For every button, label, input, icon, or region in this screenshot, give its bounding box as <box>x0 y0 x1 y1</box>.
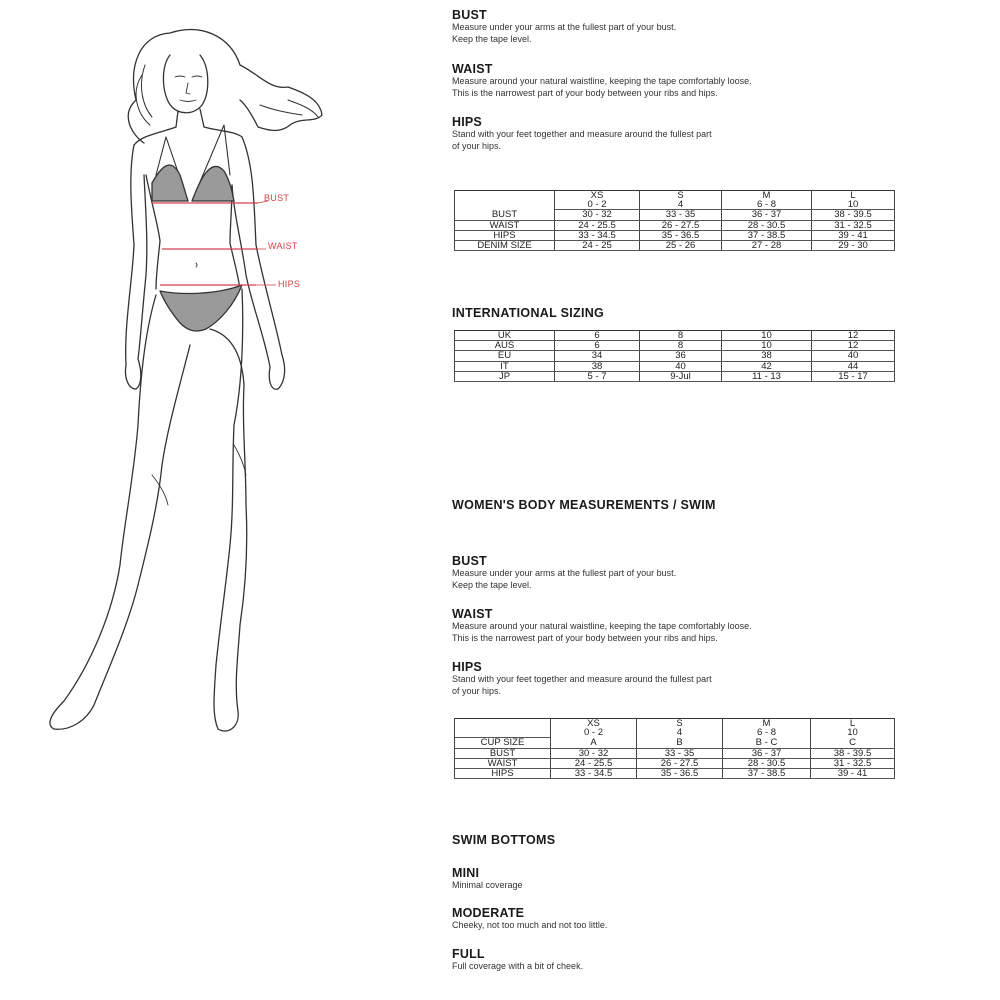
table-cell: 37 - 38.5 <box>723 769 811 779</box>
table-cell: 31 - 32.5 <box>811 758 895 768</box>
table-cell: 38 <box>555 361 640 371</box>
swim-waist-text-2: This is the narrowest part of your body between your ribs and hips. <box>452 632 718 643</box>
table-cell: B <box>637 738 723 748</box>
guide-hips-title: HIPS <box>452 115 482 129</box>
swim-bottoms-title: SWIM BOTTOMS <box>452 833 556 847</box>
swim-guide-bust <box>452 554 902 591</box>
row-label: UK <box>455 331 555 341</box>
face-outline <box>163 55 207 113</box>
swim-bust-title: BUST <box>452 554 487 568</box>
swim-range-l: 10 <box>811 728 895 738</box>
table-row <box>455 331 895 341</box>
guide-waist-title: WAIST <box>452 62 493 76</box>
row-label: JP <box>455 371 555 381</box>
table-cell: 40 <box>812 351 895 361</box>
figure-hips-label: HIPS <box>278 279 301 289</box>
table-cell: 8 <box>640 331 722 341</box>
table-cell: 39 - 41 <box>812 230 895 240</box>
table-cell: 28 - 30.5 <box>723 758 811 768</box>
table-cell: 12 <box>812 331 895 341</box>
table-cell: 15 - 17 <box>812 371 895 381</box>
size-range-m: 6 - 8 <box>722 200 812 210</box>
row-label: BUST <box>455 210 555 220</box>
figure-svg <box>20 5 340 745</box>
table-cell: 12 <box>812 341 895 351</box>
row-label: WAIST <box>455 220 555 230</box>
swim-range-xs: 0 - 2 <box>551 728 637 738</box>
swim-bottom-moderate <box>452 906 902 932</box>
guide-bust-title: BUST <box>452 8 487 22</box>
swim-waist-text-1: Measure around your natural waistline, keeping the tape comfortably loose. <box>452 621 752 631</box>
row-label: EU <box>455 351 555 361</box>
guide-hips-text-2: of your hips. <box>452 140 502 151</box>
table-row <box>455 220 895 230</box>
swim-guide-waist <box>452 607 902 644</box>
table-row <box>455 769 895 779</box>
table-cell: 6 <box>555 341 640 351</box>
swim-col-l: L <box>811 719 895 729</box>
table-cell: 35 - 36.5 <box>637 769 723 779</box>
table-cell: 30 - 32 <box>551 748 637 758</box>
size-range-xs: 0 - 2 <box>555 200 640 210</box>
swim-waist-title: WAIST <box>452 607 493 621</box>
swim-range-m: 6 - 8 <box>723 728 811 738</box>
table-cell: 36 - 37 <box>722 210 812 220</box>
size-col-l: L <box>812 191 895 201</box>
table-cell: B - C <box>723 738 811 748</box>
table-cell: 26 - 27.5 <box>637 758 723 768</box>
table-cell: 26 - 27.5 <box>640 220 722 230</box>
swim-bottom-full <box>452 947 902 973</box>
left-arm <box>125 145 146 389</box>
size-range-l: 10 <box>812 200 895 210</box>
row-label: AUS <box>455 341 555 351</box>
table-row <box>455 361 895 371</box>
guide-waist-top <box>452 62 902 99</box>
swim-hips-text-1: Stand with your feet together and measure around the fullest part <box>452 674 712 684</box>
table-cell: 42 <box>722 361 812 371</box>
swim-bottom-mini <box>452 866 902 892</box>
table-cell: 10 <box>722 341 812 351</box>
swim-section-title: WOMEN'S BODY MEASUREMENTS / SWIM <box>452 498 716 512</box>
moderate-title: MODERATE <box>452 906 525 920</box>
table-cell: 36 - 37 <box>723 748 811 758</box>
bikini-bottom <box>160 285 242 331</box>
row-label: BUST <box>455 748 551 758</box>
guide-bust-text-1: Measure under your arms at the fullest part of your bust. <box>452 22 677 32</box>
row-label: IT <box>455 361 555 371</box>
swim-col-m: M <box>723 719 811 729</box>
moderate-text: Cheeky, not too much and not too little. <box>452 920 608 930</box>
guide-bust-top <box>452 8 902 45</box>
table-cell: 38 - 39.5 <box>811 748 895 758</box>
left-leg <box>50 295 190 729</box>
table-cell: 33 - 35 <box>637 748 723 758</box>
row-label: WAIST <box>455 758 551 768</box>
guide-bust-text-2: Keep the tape level. <box>452 33 532 44</box>
table-cell: 40 <box>640 361 722 371</box>
table-row <box>455 738 895 748</box>
size-col-xs: XS <box>555 191 640 201</box>
right-arm <box>232 137 285 389</box>
swim-table-corner <box>455 719 551 729</box>
international-title: INTERNATIONAL SIZING <box>452 306 605 320</box>
row-label: DENIM SIZE <box>455 241 555 251</box>
table-cell: 39 - 41 <box>811 769 895 779</box>
table-cell: 8 <box>640 341 722 351</box>
swim-hips-title: HIPS <box>452 660 482 674</box>
table-cell: 29 - 30 <box>812 241 895 251</box>
full-title: FULL <box>452 947 485 961</box>
international-table <box>454 330 895 382</box>
table-cell: 25 - 26 <box>640 241 722 251</box>
table-cell: A <box>551 738 637 748</box>
table-cell: 33 - 35 <box>640 210 722 220</box>
guide-waist-text-1: Measure around your natural waistline, keeping the tape comfortably loose. <box>452 76 752 86</box>
swim-range-s: 4 <box>637 728 723 738</box>
table-row <box>455 230 895 240</box>
figure-waist-label: WAIST <box>268 241 298 251</box>
size-table <box>454 190 895 251</box>
guide-waist-text-2: This is the narrowest part of your body between your ribs and hips. <box>452 87 718 98</box>
swim-bust-text-2: Keep the tape level. <box>452 579 532 590</box>
size-range-s: 4 <box>640 200 722 210</box>
table-cell: 24 - 25.5 <box>551 758 637 768</box>
swim-size-table <box>454 718 895 779</box>
guide-hips-top <box>452 115 902 152</box>
table-cell: 34 <box>555 351 640 361</box>
mini-title: MINI <box>452 866 480 880</box>
swim-bust-text-1: Measure under your arms at the fullest part of your bust. <box>452 568 677 578</box>
table-cell: 33 - 34.5 <box>555 230 640 240</box>
table-row <box>455 371 895 381</box>
table-row <box>455 241 895 251</box>
table-row <box>455 748 895 758</box>
size-col-m: M <box>722 191 812 201</box>
table-cell: 37 - 38.5 <box>722 230 812 240</box>
table-cell: 28 - 30.5 <box>722 220 812 230</box>
table-row <box>455 341 895 351</box>
swim-hips-text-2: of your hips. <box>452 685 502 696</box>
hair-outline <box>128 30 322 143</box>
row-label: HIPS <box>455 769 551 779</box>
mini-text: Minimal coverage <box>452 880 523 890</box>
table-cell: 5 - 7 <box>555 371 640 381</box>
table-cell: 33 - 34.5 <box>551 769 637 779</box>
body-figure-illustration <box>20 5 340 745</box>
table-cell: 10 <box>722 331 812 341</box>
table-row <box>455 758 895 768</box>
guide-hips-text-1: Stand with your feet together and measure around the fullest part <box>452 129 712 139</box>
table-cell: 6 <box>555 331 640 341</box>
table-cell: 24 - 25 <box>555 241 640 251</box>
table-cell: 30 - 32 <box>555 210 640 220</box>
table-row <box>455 210 895 220</box>
table-cell: 11 - 13 <box>722 371 812 381</box>
figure-bust-label: BUST <box>264 193 290 203</box>
swim-col-s: S <box>637 719 723 729</box>
table-cell: 38 - 39.5 <box>812 210 895 220</box>
table-cell: 9-Jul <box>640 371 722 381</box>
table-cell: 31 - 32.5 <box>812 220 895 230</box>
size-table-corner <box>455 191 555 201</box>
row-label: HIPS <box>455 230 555 240</box>
full-text: Full coverage with a bit of cheek. <box>452 961 584 971</box>
table-cell: 24 - 25.5 <box>555 220 640 230</box>
right-leg <box>210 289 247 731</box>
table-cell: 44 <box>812 361 895 371</box>
table-cell: 36 <box>640 351 722 361</box>
swim-guide-hips <box>452 660 902 697</box>
swim-col-xs: XS <box>551 719 637 729</box>
size-col-s: S <box>640 191 722 201</box>
table-row <box>455 351 895 361</box>
table-cell: C <box>811 738 895 748</box>
table-cell: 35 - 36.5 <box>640 230 722 240</box>
row-label: CUP SIZE <box>455 738 551 748</box>
table-cell: 27 - 28 <box>722 241 812 251</box>
table-cell: 38 <box>722 351 812 361</box>
